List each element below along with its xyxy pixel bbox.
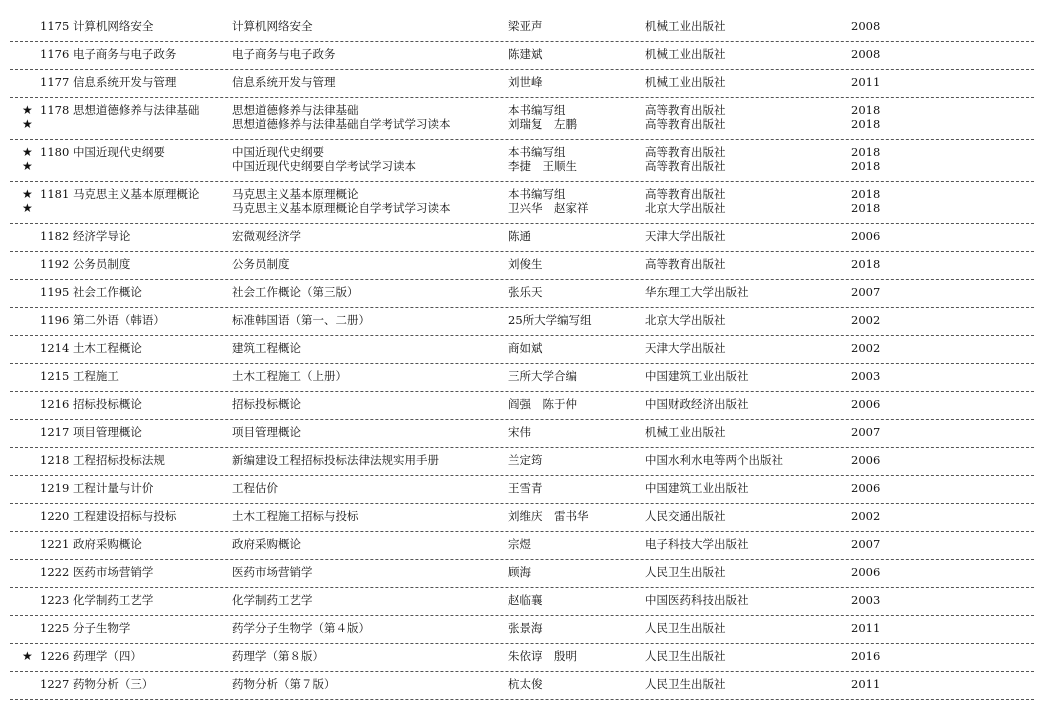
book-publisher: 人民卫生出版社 — [645, 565, 726, 579]
book-publisher: 人民卫生出版社 — [645, 677, 726, 691]
book-title: 药学分子生物学（第４版） — [232, 621, 370, 635]
book-author: 顾海 — [508, 565, 531, 579]
book-title: 新编建设工程招标投标法律法规实用手册 — [232, 453, 439, 467]
course-code-name — [40, 19, 153, 33]
course-code-name — [40, 257, 130, 271]
book-publisher: 中国水利水电等两个出版社 — [645, 453, 783, 467]
course-code-name — [40, 47, 176, 61]
star-icon: ★ — [22, 117, 33, 131]
table-row — [10, 588, 1034, 616]
table-row — [10, 644, 1034, 672]
table-row — [10, 448, 1034, 476]
book-title: 思想道德修养与法律基础自学考试学习读本 — [232, 117, 451, 131]
course-name: 化学制药工艺学 — [72, 593, 154, 607]
book-author: 刘维庆 雷书华 — [508, 509, 589, 523]
book-publisher: 人民卫生出版社 — [645, 621, 726, 635]
course-code: 1221 — [40, 537, 70, 551]
book-publisher: 中国建筑工业出版社 — [645, 481, 749, 495]
star-icon: ★ — [22, 187, 33, 201]
book-publisher: 机械工业出版社 — [645, 19, 726, 33]
course-name: 计算机网络安全 — [72, 19, 154, 33]
book-year: 2002 — [851, 341, 881, 355]
book-publisher: 人民卫生出版社 — [645, 649, 726, 663]
table-row — [10, 560, 1034, 588]
book-author: 阎强 陈于仲 — [508, 397, 577, 411]
book-author: 卫兴华 赵家祥 — [508, 201, 589, 215]
book-title: 宏微观经济学 — [232, 229, 301, 243]
book-publisher: 天津大学出版社 — [645, 229, 726, 243]
course-code: 1180 — [40, 145, 70, 159]
course-name: 社会工作概论 — [72, 285, 142, 299]
book-title: 中国近现代史纲要自学考试学习读本 — [232, 159, 416, 173]
book-title: 马克思主义基本原理概论自学考试学习读本 — [232, 201, 451, 215]
table-row — [10, 476, 1034, 504]
book-title: 项目管理概论 — [232, 425, 301, 439]
book-publisher: 北京大学出版社 — [645, 313, 726, 327]
book-year: 2006 — [851, 453, 881, 467]
book-year: 2003 — [851, 593, 881, 607]
book-publisher: 中国建筑工业出版社 — [645, 369, 749, 383]
book-year: 2018 — [851, 187, 881, 201]
book-author: 陈建斌 — [508, 47, 543, 61]
book-year: 2011 — [851, 621, 881, 635]
table-row — [10, 98, 1034, 140]
course-name: 政府采购概论 — [72, 537, 142, 551]
book-year: 2018 — [851, 201, 881, 215]
book-publisher: 高等教育出版社 — [645, 145, 726, 159]
star-icon: ★ — [22, 649, 33, 663]
book-author: 刘世峰 — [508, 75, 543, 89]
book-title: 招标投标概论 — [232, 397, 301, 411]
table-row — [10, 224, 1034, 252]
course-code-name — [40, 509, 176, 523]
book-title: 公务员制度 — [232, 257, 290, 271]
course-code: 1217 — [40, 425, 70, 439]
star-icon: ★ — [22, 201, 33, 215]
course-name: 药理学（四） — [72, 649, 142, 663]
course-code: 1225 — [40, 621, 70, 635]
book-year: 2003 — [851, 369, 881, 383]
course-code-name — [40, 341, 142, 355]
book-title: 标准韩国语（第一、二册） — [232, 313, 370, 327]
course-code: 1223 — [40, 593, 70, 607]
book-year: 2007 — [851, 425, 881, 439]
table-row — [10, 364, 1034, 392]
course-name: 第二外语（韩语） — [72, 313, 165, 327]
table-row — [10, 70, 1034, 98]
course-code: 1182 — [40, 229, 70, 243]
course-code-name — [40, 75, 176, 89]
book-author: 商如斌 — [508, 341, 543, 355]
course-code: 1222 — [40, 565, 70, 579]
book-year: 2006 — [851, 229, 881, 243]
book-author: 刘瑞复 左鹏 — [508, 117, 577, 131]
course-name: 思想道德修养与法律基础 — [72, 103, 200, 117]
course-name: 工程建设招标与投标 — [72, 509, 177, 523]
book-publisher: 高等教育出版社 — [645, 117, 726, 131]
book-year: 2008 — [851, 47, 881, 61]
course-code-name — [40, 369, 119, 383]
table-row — [10, 308, 1034, 336]
course-code-name — [40, 593, 153, 607]
course-code: 1220 — [40, 509, 70, 523]
book-publisher: 天津大学出版社 — [645, 341, 726, 355]
book-year: 2018 — [851, 145, 881, 159]
book-title: 马克思主义基本原理概论 — [232, 187, 359, 201]
book-title: 医药市场营销学 — [232, 565, 313, 579]
course-code: 1195 — [40, 285, 70, 299]
course-name: 信息系统开发与管理 — [72, 75, 177, 89]
course-name: 马克思主义基本原理概论 — [72, 187, 200, 201]
star-icon: ★ — [22, 103, 33, 117]
course-code-name — [40, 145, 165, 159]
table-row — [10, 532, 1034, 560]
book-year: 2018 — [851, 117, 881, 131]
book-year: 2016 — [851, 649, 881, 663]
course-name: 分子生物学 — [72, 621, 131, 635]
course-code: 1178 — [40, 103, 70, 117]
book-title: 土木工程施工招标与投标 — [232, 509, 359, 523]
table-row — [10, 504, 1034, 532]
course-code: 1218 — [40, 453, 70, 467]
book-publisher: 中国医药科技出版社 — [645, 593, 749, 607]
book-author: 本书编写组 — [508, 187, 566, 201]
book-author: 陈通 — [508, 229, 531, 243]
book-title: 化学制药工艺学 — [232, 593, 313, 607]
book-publisher: 机械工业出版社 — [645, 75, 726, 89]
book-title: 药物分析（第７版） — [232, 677, 336, 691]
course-code: 1227 — [40, 677, 70, 691]
course-code: 1175 — [40, 19, 70, 33]
course-code-name — [40, 565, 153, 579]
course-code: 1226 — [40, 649, 70, 663]
course-code: 1181 — [40, 187, 70, 201]
book-author: 刘俊生 — [508, 257, 543, 271]
course-code: 1177 — [40, 75, 70, 89]
book-publisher: 高等教育出版社 — [645, 159, 726, 173]
book-title: 工程估价 — [232, 481, 278, 495]
book-title: 计算机网络安全 — [232, 19, 313, 33]
book-publisher: 机械工业出版社 — [645, 47, 726, 61]
table-row — [10, 672, 1034, 700]
table-row — [10, 420, 1034, 448]
book-year: 2018 — [851, 257, 881, 271]
book-publisher: 电子科技大学出版社 — [645, 537, 749, 551]
book-author: 李捷 王顺生 — [508, 159, 577, 173]
star-icon: ★ — [22, 145, 33, 159]
book-title: 思想道德修养与法律基础 — [232, 103, 359, 117]
course-code-name — [40, 621, 130, 635]
book-author: 张乐天 — [508, 285, 543, 299]
book-author: 兰定筠 — [508, 453, 543, 467]
course-code-name — [40, 453, 165, 467]
table-row — [10, 616, 1034, 644]
table-row — [10, 280, 1034, 308]
course-name: 医药市场营销学 — [72, 565, 154, 579]
book-year: 2008 — [851, 19, 881, 33]
book-publisher: 高等教育出版社 — [645, 187, 726, 201]
book-year: 2002 — [851, 313, 881, 327]
book-year: 2002 — [851, 509, 881, 523]
course-code-name — [40, 677, 153, 691]
star-icon: ★ — [22, 159, 33, 173]
course-code: 1176 — [40, 47, 70, 61]
table-row — [10, 140, 1034, 182]
book-author: 王雪青 — [508, 481, 543, 495]
book-author: 朱依谆 殷明 — [508, 649, 577, 663]
course-code: 1196 — [40, 313, 70, 327]
table-row — [10, 14, 1034, 42]
book-author: 杭太俊 — [508, 677, 543, 691]
book-title: 社会工作概论（第三版） — [232, 285, 359, 299]
course-name: 土木工程概论 — [72, 341, 142, 355]
book-title: 电子商务与电子政务 — [232, 47, 336, 61]
course-name: 项目管理概论 — [72, 425, 142, 439]
book-year: 2006 — [851, 565, 881, 579]
book-author: 本书编写组 — [508, 145, 566, 159]
course-code-name — [40, 313, 165, 327]
course-code-name — [40, 103, 199, 117]
book-title: 中国近现代史纲要 — [232, 145, 324, 159]
table-row — [10, 182, 1034, 224]
course-name: 工程招标投标法规 — [72, 453, 165, 467]
course-code-name — [40, 425, 142, 439]
book-author: 梁亚声 — [508, 19, 543, 33]
book-author: 宗煜 — [508, 537, 531, 551]
course-code-name — [40, 537, 142, 551]
course-code: 1214 — [40, 341, 70, 355]
course-code: 1215 — [40, 369, 70, 383]
course-code: 1216 — [40, 397, 70, 411]
book-year: 2018 — [851, 159, 881, 173]
book-publisher: 华东理工大学出版社 — [645, 285, 749, 299]
book-publisher: 中国财政经济出版社 — [645, 397, 749, 411]
book-title: 政府采购概论 — [232, 537, 301, 551]
book-publisher: 机械工业出版社 — [645, 425, 726, 439]
book-year: 2011 — [851, 75, 881, 89]
course-code-name — [40, 285, 142, 299]
book-publisher: 高等教育出版社 — [645, 257, 726, 271]
course-name: 工程计量与计价 — [72, 481, 154, 495]
course-code-name — [40, 229, 130, 243]
book-year: 2018 — [851, 103, 881, 117]
book-title: 信息系统开发与管理 — [232, 75, 336, 89]
book-author: 三所大学合编 — [508, 369, 577, 383]
book-publisher: 高等教育出版社 — [645, 103, 726, 117]
course-name: 电子商务与电子政务 — [72, 47, 177, 61]
table-row — [10, 252, 1034, 280]
course-code-name — [40, 397, 142, 411]
course-name: 工程施工 — [72, 369, 119, 383]
book-year: 2007 — [851, 285, 881, 299]
book-author: 25所大学编写组 — [508, 313, 592, 327]
book-author: 赵临襄 — [508, 593, 543, 607]
table-row — [10, 42, 1034, 70]
book-title: 土木工程施工（上册） — [232, 369, 347, 383]
table-row — [10, 392, 1034, 420]
course-code: 1219 — [40, 481, 70, 495]
book-year: 2006 — [851, 397, 881, 411]
book-author: 宋伟 — [508, 425, 531, 439]
book-year: 2011 — [851, 677, 881, 691]
book-year: 2006 — [851, 481, 881, 495]
table-row — [10, 336, 1034, 364]
book-author: 张景海 — [508, 621, 543, 635]
course-code-name — [40, 187, 199, 201]
course-name: 公务员制度 — [72, 257, 131, 271]
course-code-name — [40, 649, 142, 663]
course-code-name — [40, 481, 153, 495]
book-publisher: 人民交通出版社 — [645, 509, 726, 523]
book-author: 本书编写组 — [508, 103, 566, 117]
book-title: 建筑工程概论 — [232, 341, 301, 355]
book-year: 2007 — [851, 537, 881, 551]
course-code: 1192 — [40, 257, 70, 271]
book-publisher: 北京大学出版社 — [645, 201, 726, 215]
course-name: 招标投标概论 — [72, 397, 142, 411]
course-name: 药物分析（三） — [72, 677, 154, 691]
course-name: 中国近现代史纲要 — [72, 145, 165, 159]
book-title: 药理学（第８版） — [232, 649, 324, 663]
course-name: 经济学导论 — [72, 229, 131, 243]
